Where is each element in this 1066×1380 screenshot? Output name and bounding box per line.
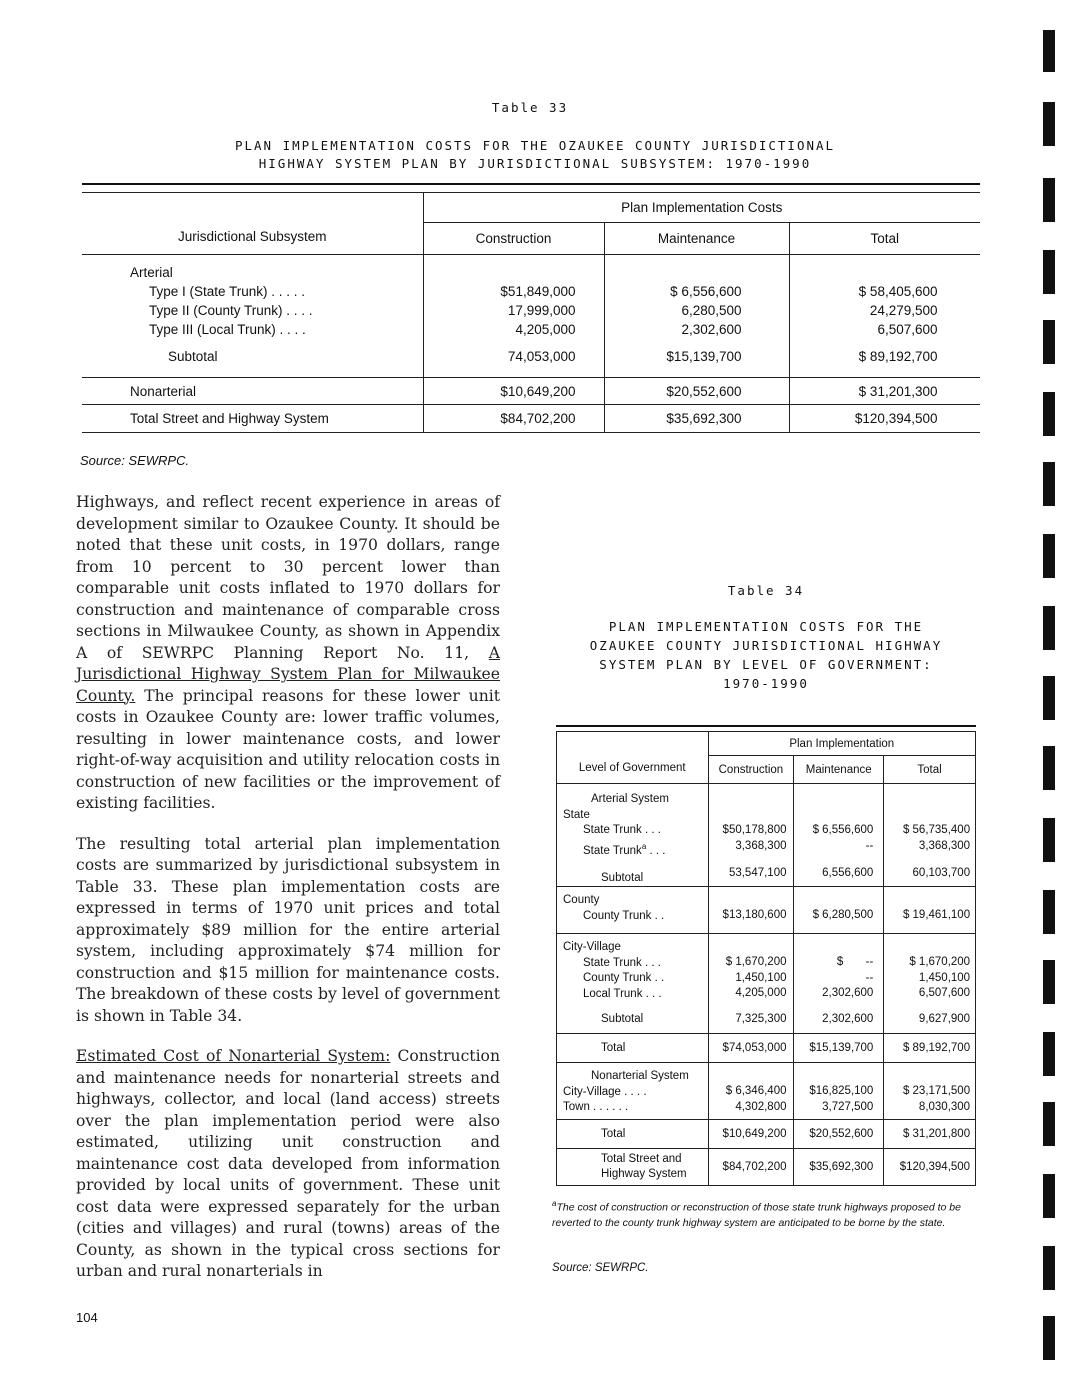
table34-source: Source: SEWRPC. [552,1262,649,1274]
table33-type-total: $ 58,405,600 24,279,500 6,507,600 [858,284,938,337]
registration-mark [1043,534,1055,578]
table34-cv-maintenance: $ -- -- 2,302,600 [822,956,874,1000]
table33-system-maintenance: $35,692,300 [666,411,742,426]
table34-county-maintenance-cell [794,887,884,934]
table34-footnote-marker: a [641,841,647,851]
table34-state-subtotal-maintenance: 6,556,600 [822,867,874,879]
table33-top-rule [82,183,980,185]
table33-type-maintenance: $ 6,556,600 6,280,500 2,302,600 [670,284,742,337]
table33-nonarterial-maintenance: $20,552,600 [666,383,742,399]
registration-mark [1043,890,1055,934]
table34-cityvillage-label: City-Village [563,941,621,954]
table34 [556,731,976,1186]
paragraph-1-end: The principal reasons for these lower unit costs in Ozaukee County are: lower traffic volumes, resulting in lower maintenance costs, and lower right-of-way acquisition and utility relocation costs in construction of new facilities or the improvement of existing facilities. [76,686,500,812]
table34-na-construction-cell [708,1063,794,1120]
table33-label: Table 33 [491,100,569,115]
table34-cv-construction: $ 1,670,200 1,450,100 4,205,000 [725,956,787,1000]
registration-mark [1043,30,1055,72]
paragraph-1 [76,492,500,815]
table34-system-construction: $84,702,200 [722,1161,787,1174]
section-heading-nonarterial: Estimated Cost of Nonarterial System: [76,1047,391,1065]
table34-cv-subtotal-total: 9,627,900 [918,1012,971,1025]
paragraph-3 [76,1046,500,1283]
table34-na-maintenance-cell [794,1063,884,1120]
registration-mark [1043,1246,1055,1290]
table34-county-construction-cell [708,887,794,934]
table33 [82,192,980,433]
table33-nonarterial-construction-cell [423,378,604,405]
table34-arterial-total-construction: $74,053,000 [722,1042,787,1055]
table34-title-line2: OZAUKEE COUNTY JURISDICTIONAL HIGHWAY [589,638,943,653]
registration-marks [1040,0,1060,1380]
table33-subtotal-total: $ 89,192,700 [858,349,938,364]
table34-state-trunk-a-dots: . . . [646,844,666,857]
table34-na-total-total: $ 31,201,800 [902,1128,971,1141]
table34-state-maintenance-cell [794,784,884,887]
table33-header-construction: Construction [423,223,604,255]
table34-arterial-heading: Arterial System [591,793,669,805]
registration-mark [1043,606,1055,650]
table33-title-line1: PLAN IMPLEMENTATION COSTS FOR THE OZAUKEE COUNTY JURISDICTIONAL [234,138,836,153]
table34-header-construction: Construction [708,756,794,784]
table34-na-maintenance: $16,825,100 3,727,500 [809,1085,874,1113]
table34-state-subtotal-total: 60,103,700 [912,867,971,879]
table33-arterial-maintenance [604,255,789,378]
registration-mark [1043,102,1055,146]
table34-header-total: Total [884,756,976,784]
registration-mark [1043,960,1055,1004]
table33-type-construction: $51,849,000 17,999,000 4,205,000 [500,284,576,337]
table34-nonarterial-cell [557,1063,709,1120]
table34-county-total-cell [884,887,976,934]
registration-mark [1043,250,1055,294]
table33-arterial-cell [82,255,423,378]
table34-nonarterial-heading: Nonarterial System [591,1070,689,1083]
table34-arterial-total-construction-cell [708,1034,794,1063]
table33-type-labels: Type I (State Trunk) . . . . . Type II (County Trunk) . . . . Type III (Local Trunk) . . . . [149,284,313,337]
table33-header-maintenance: Maintenance [604,223,789,255]
table34-state-trunk-a-row [563,839,708,859]
table34-state-cell [557,784,709,887]
table34-system-total-cell [884,1149,976,1186]
table33-header-total: Total [789,223,980,255]
paragraph-2: The resulting total arterial plan implementation costs are summarized by jurisdictional subsystem in Table 33. These plan implementation costs are expressed in terms of 1970 unit prices and total approximately $89 million for the entire arterial system, including approximately $74 million for construction and $15 million for maintenance costs. The breakdown of these costs by level of government is shown in Table 34. [76,834,500,1025]
table33-group-header: Plan Implementation Costs [423,193,980,223]
registration-mark [1043,1032,1055,1076]
table34-na-total: $ 23,171,500 8,030,300 [902,1085,971,1113]
table33-arterial-total [789,255,980,378]
table34-na-total-maintenance-cell [794,1120,884,1149]
table33-nonarterial-total-cell [789,378,980,405]
page-number: 104 [76,1310,98,1325]
table34-na-total-construction: $10,649,200 [722,1128,787,1141]
registration-mark [1043,178,1055,222]
table34-footnote-text: The cost of construction or reconstruction of those state trunk highways proposed to be reverted to the county trunk highway system are anticipated to be borne by the state. [552,1201,961,1229]
table33-nonarterial-construction: $10,649,200 [500,383,576,399]
table34-arterial-total-maintenance-cell [794,1034,884,1063]
table34-state-construction: $50,178,800 3,368,300 [722,824,787,852]
table34-arterial-total-total: $ 89,192,700 [902,1042,971,1055]
table33-nonarterial-total: $ 31,201,300 [858,383,938,399]
table33-subtotal-construction: 74,053,000 [507,349,576,364]
registration-mark [1043,462,1055,506]
table34-system-maintenance-cell [794,1149,884,1186]
registration-mark [1043,320,1055,364]
table34-state-subtotal-label: Subtotal [601,871,644,884]
table34-arterial-total-maintenance: $15,139,700 [809,1042,874,1055]
table34-state-trunk-label: State Trunk . . . [583,824,661,836]
table34-state-total-cell [884,784,976,887]
registration-mark [1043,1174,1055,1218]
table34-state-label: State [563,808,590,821]
report-title-reference: A Jurisdictional Highway System Plan for Milwaukee County. [76,643,500,705]
table34-label: Table 34 [727,583,805,598]
table34-system-label-cell [557,1149,709,1186]
table33-header-subsystem: Jurisdictional Subsystem [82,193,423,255]
body-text [76,492,500,1302]
table33-subtotal-maintenance: $15,139,700 [666,349,742,364]
table33-system-label: Total Street and Highway System [82,405,423,433]
table33-nonarterial-label: Nonarterial [82,378,423,405]
table33-system-total-cell [789,405,980,433]
table34-top-rule [556,725,976,727]
table34-arterial-total-label: Total [557,1034,709,1063]
table34-state-construction-cell [708,784,794,887]
table33-arterial-label: Arterial [130,265,173,280]
table34-cv-total-cell [884,934,976,1034]
table34-cv-subtotal-construction: 7,325,300 [735,1012,787,1025]
table34-cityvillage-cell [557,934,709,1034]
table34-county-trunk-label: County Trunk . . [583,909,665,922]
registration-mark [1043,1316,1055,1360]
table33-title-line2: HIGHWAY SYSTEM PLAN BY JURISDICTIONAL SUBSYSTEM: 1970-1990 [258,156,812,171]
table34-county-construction: $13,180,600 [722,909,787,922]
table33-system-construction-cell [423,405,604,433]
registration-mark [1043,392,1055,436]
table34-system-construction-cell [708,1149,794,1186]
table34-na-total-maintenance: $20,552,600 [809,1128,874,1141]
paragraph-1-start: Highways, and reflect recent experience in areas of development similar to Ozaukee County. It should be noted that these unit costs, in 1970 dollars, range from 10 percent to 30 percent lower than comparable unit costs inflated to 1970 dollars for construction and maintenance of comparable cross sections in Milwaukee County, as shown in Appendix A of SEWRPC Planning Report No. 11, [76,493,500,662]
table34-na-total-construction-cell [708,1120,794,1149]
registration-mark [1043,818,1055,862]
table34-na-construction: $ 6,346,400 4,302,800 [725,1085,787,1113]
table33-system-total: $120,394,500 [854,411,938,426]
table34-footnote-sup: a [552,1199,557,1208]
table34-state-maintenance: $ 6,556,600 -- [812,824,874,852]
table34-cv-labels: State Trunk . . . County Trunk . . Local Trunk . . . [583,956,665,1000]
table34-county-label: County [563,894,600,907]
table34-county-cell [557,887,709,934]
table34-county-total: $ 19,461,100 [902,909,971,922]
table34-title-line3: SYSTEM PLAN BY LEVEL OF GOVERNMENT: [599,657,933,672]
table33-nonarterial-maintenance-cell [604,378,789,405]
table34-cv-subtotal-label: Subtotal [601,1013,644,1026]
table34-cv-total: $ 1,670,200 1,450,100 6,507,600 [909,956,971,1000]
table34-arterial-total-total-cell [884,1034,976,1063]
table33-subtotal-label: Subtotal [168,349,218,364]
table34-footnote [552,1196,977,1231]
table34-cv-subtotal-maintenance: 2,302,600 [822,1012,874,1025]
paragraph-3-text: Construction and maintenance needs for nonarterial streets and highways, collector, and local (land access) streets over the plan implementation period were also estimated, utilizing unit construction and maintenance cost data developed from information provided by local units of government. These unit cost data were expressed separately for the urban (cities and villages) and rural (towns) areas of the County, as shown in the typical cross sections for urban and rural nonarterials in [76,1047,500,1280]
table34-title-line1: PLAN IMPLEMENTATION COSTS FOR THE [608,619,924,634]
registration-mark [1043,1102,1055,1146]
table34-cv-maintenance-cell [794,934,884,1034]
table33-source: Source: SEWRPC. [80,453,190,468]
table33-system-construction: $84,702,200 [500,411,576,426]
table34-na-total-cell [884,1063,976,1120]
table33-system-maintenance-cell [604,405,789,433]
table34-cv-construction-cell [708,934,794,1034]
table34-title-line4: 1970-1990 [723,676,809,691]
table34-state-subtotal-construction: 53,547,100 [728,867,787,879]
table34-na-labels: City-Village . . . . Town . . . . . . [563,1085,647,1114]
registration-mark [1043,746,1055,790]
table34-county-maintenance: $ 6,280,500 [812,909,874,922]
table33-arterial-construction [423,255,604,378]
table34-na-total-total-cell [884,1120,976,1149]
table34-system-total: $120,394,500 [899,1161,971,1174]
table34-header-maintenance: Maintenance [794,756,884,784]
table34-na-total-label: Total [557,1120,709,1149]
table34-system-label: Total Street and Highway System [601,1153,687,1181]
table34-group-header: Plan Implementation [708,732,976,756]
table34-state-total: $ 56,735,400 3,368,300 [902,824,971,852]
table34-header-level: Level of Government [557,732,709,784]
table34-system-maintenance: $35,692,300 [809,1161,874,1174]
table34-state-trunk-a-label: State Trunk [583,844,642,857]
registration-mark [1043,676,1055,720]
